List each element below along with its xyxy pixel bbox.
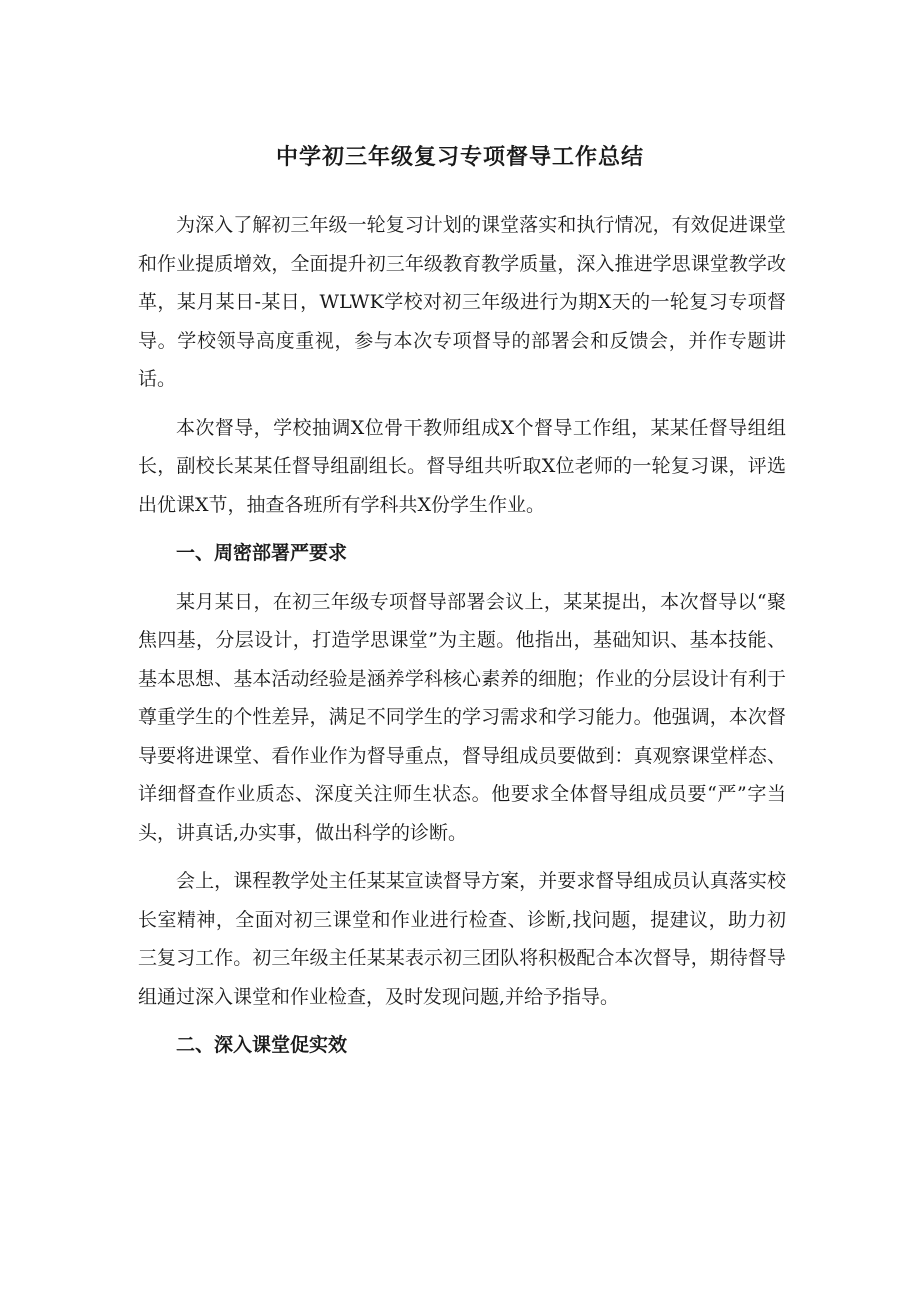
document-body [138, 206, 786, 1075]
paragraph-intro: 为深入了解初三年级一轮复习计划的课堂落实和执行情况，有效促进课堂和作业提质增效，全面提升初三年级教育教学质量，深入推进学思课堂教学改革，某月某日-某日，WLWK学校对初三年级进行为期X天的一轮复习专项督导。学校领导高度重视，参与本次专项督导的部署会和反馈会，并作专题讲话。 [138, 214, 786, 390]
paragraph-deployment: 某月某日，在初三年级专项督导部署会议上，某某提出，本次督导以“聚焦四基，分层设计，打造学思课堂”为主题。他指出，基础知识、基本技能、基本思想、基本活动经验是涵养学科核心素养的细胞；作业的分层设计有利于尊重学生的个性差异，满足不同学生的学习需求和学习能力。他强调，本次督导要将进课堂、看作业作为督导重点，督导组成员要做到：真观察课堂样态、详细督查作业质态、深度关注师生状态。他要求全体督导组成员要“严”字当头，讲真话,办实事，做出科学的诊断。 [138, 590, 786, 844]
section-heading-1: 一、周密部署严要求 [176, 542, 348, 564]
document-title: 中学初三年级复习专项督导工作总结 [275, 145, 644, 170]
section-heading-2: 二、深入课堂促实效 [176, 1034, 348, 1056]
paragraph-meeting: 会上，课程教学处主任某某宣读督导方案，并要求督导组成员认真落实校长室精神，全面对初三课堂和作业进行检查、诊断,找问题，提建议，助力初三复习工作。初三年级主任某某表示初三团队将积极配合本次督导，期待督导组通过深入课堂和作业检查，及时发现问题,并给予指导。 [138, 870, 786, 1008]
paragraph-team: 本次督导，学校抽调X位骨干教师组成X个督导工作组，某某任督导组组长，副校长某某任督导组副组长。督导组共听取X位老师的一轮复习课，评选出优课X节，抽查各班所有学科共X份学生作业。 [138, 416, 786, 516]
